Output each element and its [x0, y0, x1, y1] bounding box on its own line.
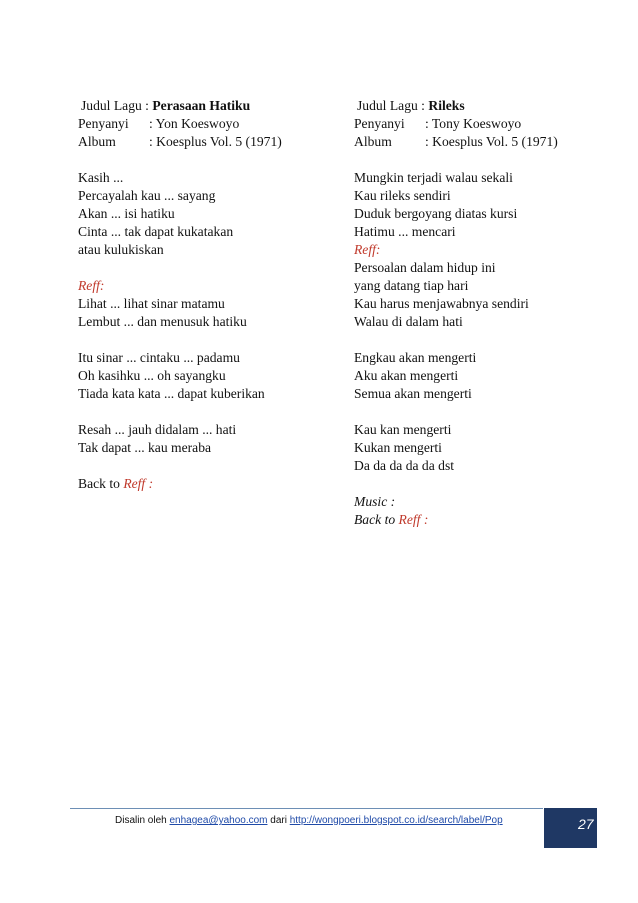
- lyric-line: Walau di dalam hati: [354, 314, 463, 329]
- right-song-album: Album : Koesplus Vol. 5 (1971): [354, 134, 558, 149]
- left-song-album: Album : Koesplus Vol. 5 (1971): [78, 134, 282, 149]
- right-song-column: [354, 97, 614, 529]
- page-number: 27: [578, 816, 594, 832]
- footer-email-link[interactable]: enhagea@yahoo.com: [169, 815, 268, 826]
- lyric-line: Kasih ...: [78, 170, 124, 185]
- right-song-singer: Penyanyi : Tony Koeswoyo: [354, 116, 522, 131]
- lyric-line: Akan ... isi hatiku: [78, 206, 175, 221]
- reff-label: Reff:: [78, 278, 105, 293]
- left-song-title: Judul Lagu : Perasaan Hatiku: [81, 98, 251, 113]
- lyric-line: atau kulukiskan: [78, 242, 164, 257]
- lyric-line: Aku akan mengerti: [354, 368, 459, 383]
- lyric-line: Oh kasihku ... oh sayangku: [78, 368, 226, 383]
- lyric-line: Hatimu ... mencari: [354, 224, 456, 239]
- lyric-line: Duduk bergoyang diatas kursi: [354, 206, 518, 221]
- lyric-line: Kukan mengerti: [354, 440, 442, 455]
- lyric-line: Kau rileks sendiri: [354, 188, 451, 203]
- footer-url-link[interactable]: http://wongpoeri.blogspot.co.id/search/label/Pop: [289, 815, 503, 826]
- lyric-line: Tak dapat ... kau meraba: [78, 440, 212, 455]
- lyric-line: Percayalah kau ... sayang: [78, 188, 216, 203]
- lyric-line: Da da da da da dst: [354, 458, 455, 473]
- lyric-line: Semua akan mengerti: [354, 386, 472, 401]
- lyric-line: Cinta ... tak dapat kukatakan: [78, 224, 234, 239]
- back-to-reff: Back to Reff :: [354, 512, 429, 527]
- lyric-line: Resah ... jauh didalam ... hati: [78, 422, 237, 437]
- lyric-line: Tiada kata kata ... dapat kuberikan: [78, 386, 265, 401]
- left-song-singer: Penyanyi : Yon Koeswoyo: [78, 116, 240, 131]
- lyric-line: Engkau akan mengerti: [354, 350, 477, 365]
- page-number-box: [544, 808, 597, 848]
- footer-divider: [70, 808, 543, 809]
- lyric-line: Kau kan mengerti: [354, 422, 452, 437]
- lyric-line: yang datang tiap hari: [354, 278, 469, 293]
- footer-credit: Disalin oleh enhagea@yahoo.com dari http://wongpoeri.blogspot.co.id/search/label/Pop: [115, 815, 503, 826]
- back-to-reff: Back to Reff :: [78, 476, 154, 491]
- right-song-title: Judul Lagu : Rileks: [357, 98, 465, 113]
- lyric-line: Lembut ... dan menusuk hatiku: [78, 314, 247, 329]
- lyric-line: Lihat ... lihat sinar matamu: [78, 296, 225, 311]
- lyric-line: Mungkin terjadi walau sekali: [354, 170, 513, 185]
- lyric-line: Kau harus menjawabnya sendiri: [354, 296, 529, 311]
- reff-label: Reff:: [354, 242, 381, 257]
- music-label: Music :: [354, 494, 396, 509]
- left-song-column: [78, 97, 338, 493]
- lyric-line: Persoalan dalam hidup ini: [354, 260, 496, 275]
- lyric-line: Itu sinar ... cintaku ... padamu: [78, 350, 240, 365]
